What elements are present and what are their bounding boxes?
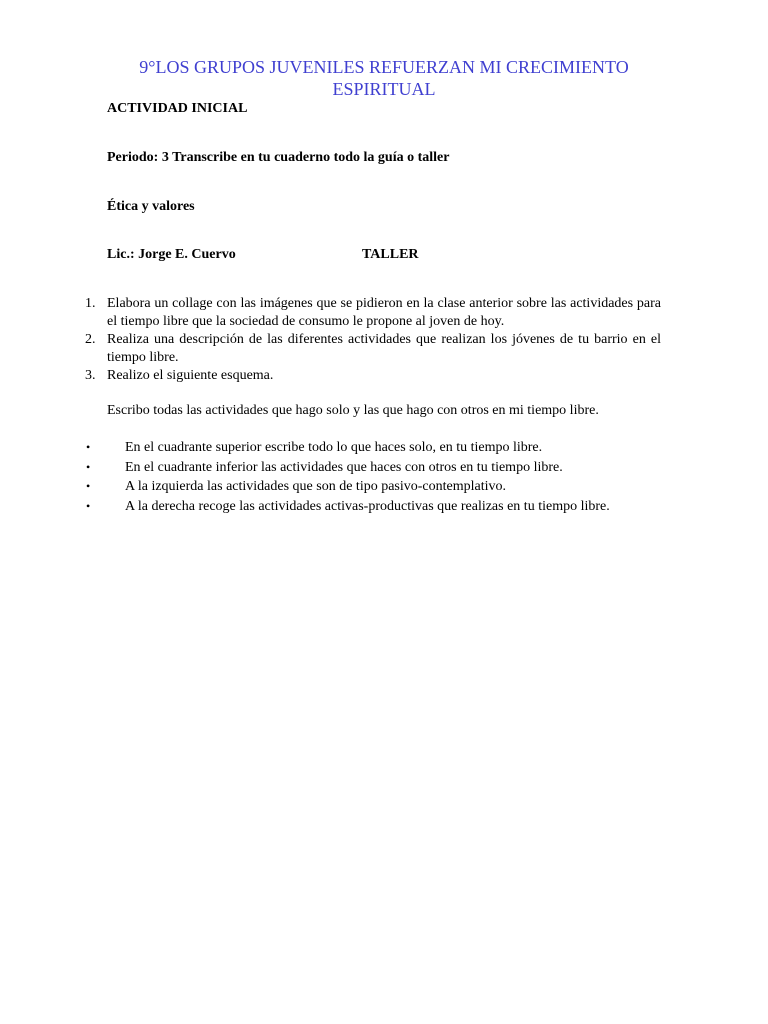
bullet-item	[0, 458, 768, 478]
list-item	[0, 331, 661, 367]
list-number: 2.	[85, 332, 96, 347]
bullet-text: A la izquierda las actividades que son de tipo pasivo-contemplativo.	[125, 479, 507, 494]
bullet-icon: •	[86, 498, 91, 513]
list-number: 1.	[85, 296, 96, 311]
bullet-icon: •	[86, 440, 91, 454]
bullet-item	[0, 438, 768, 458]
section-heading-actividad-inicial: ACTIVIDAD INICIAL	[107, 101, 248, 116]
bullet-text: A la derecha recoge las actividades activas-productivas que realizas en tu tiempo libre.	[125, 498, 610, 514]
bullet-text: En el cuadrante superior escribe todo lo que haces solo, en tu tiempo libre.	[125, 440, 543, 455]
taller-heading: TALLER	[362, 247, 419, 262]
bullet-list	[0, 438, 768, 516]
numbered-list	[0, 295, 768, 385]
bullet-icon: •	[86, 459, 91, 474]
list-item-text: Elabora un collage con las imágenes que se pidieron en la clase anterior sobre las actividades para el tiempo libre que la sociedad de consumo le propone al joven de hoy.	[107, 296, 661, 329]
list-item	[0, 367, 661, 385]
list-number: 3.	[85, 368, 96, 383]
document-title: 9°LOS GRUPOS JUVENILES REFUERZAN MI CRECIMIENTO ESPIRITUAL	[139, 57, 629, 99]
subject-line: Ética y valores	[107, 199, 195, 214]
instruction-text: Escribo todas las actividades que hago solo y las que hago con otros en mi tiempo libre.	[107, 403, 599, 418]
list-item-text: Realizo el siguiente esquema.	[107, 368, 274, 383]
bullet-icon: •	[86, 479, 91, 493]
list-item	[0, 295, 661, 331]
bullet-item	[0, 477, 768, 497]
bullet-text: En el cuadrante inferior las actividades que haces con otros en tu tiempo libre.	[125, 459, 563, 475]
list-item-text: Realiza una descripción de las diferentes actividades que realizan los jóvenes de tu barrio en el tiempo libre.	[107, 332, 661, 365]
bullet-item	[0, 497, 768, 517]
periodo-line: Periodo: 3 Transcribe en tu cuaderno todo la guía o taller	[107, 150, 450, 165]
teacher-line: Lic.: Jorge E. Cuervo	[107, 247, 236, 262]
